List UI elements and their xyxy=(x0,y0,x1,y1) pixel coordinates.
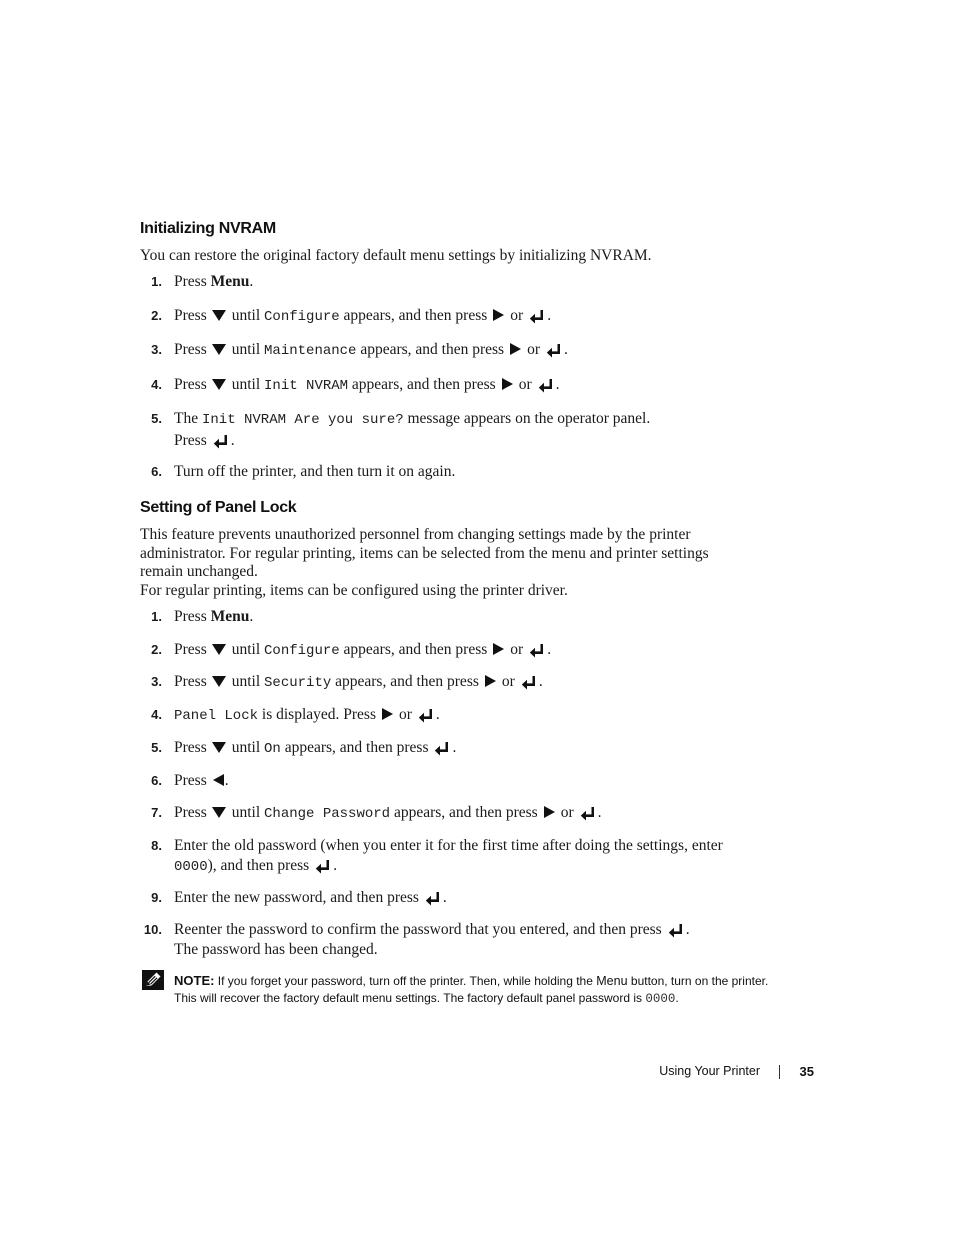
step-text: appears, and then press xyxy=(335,673,479,690)
step-text: message appears on the operator panel. xyxy=(407,410,651,427)
step-end: . xyxy=(685,921,690,938)
step-text: is displayed. Press xyxy=(261,706,376,723)
right-arrow-icon xyxy=(502,378,513,390)
note-block xyxy=(174,972,774,1008)
menu-item-code: Maintenance xyxy=(264,343,357,359)
down-arrow-icon xyxy=(212,310,226,321)
step-number: 3. xyxy=(151,342,162,357)
step-end: . xyxy=(249,273,254,290)
step-number: 6. xyxy=(151,464,162,479)
step-text: appears, and then press xyxy=(360,341,505,358)
step-end: . xyxy=(547,641,552,658)
step-number: 5. xyxy=(151,411,162,426)
panel-message-code: Init NVRAM Are you sure? xyxy=(201,412,404,428)
step-text: or xyxy=(560,804,574,821)
step-end: . xyxy=(555,376,560,393)
step-text: or xyxy=(527,341,541,358)
enter-icon xyxy=(213,434,229,450)
step-number: 3. xyxy=(151,674,162,689)
step-number: 4. xyxy=(151,377,162,392)
step-text: Enter the old password (when you enter it for the first time after doing the settings, enter xyxy=(174,837,723,854)
step-text: Press xyxy=(174,772,207,789)
step-end: . xyxy=(597,804,602,821)
step-text: Press xyxy=(174,431,207,449)
step-text: ), and then press xyxy=(207,856,310,874)
step-text: The xyxy=(174,410,199,427)
step-text: Reenter the password to confirm the password that you entered, and then press xyxy=(174,921,662,938)
enter-icon xyxy=(668,923,684,939)
note-text: button, turn on the printer. This will recover the factory default menu settings. The factory default panel password is xyxy=(174,974,769,1005)
step-text: until xyxy=(231,804,261,821)
step-number: 8. xyxy=(151,838,162,853)
step-number: 2. xyxy=(151,642,162,657)
step-text: Press xyxy=(174,804,207,821)
enter-icon xyxy=(434,741,450,757)
step-text: appears, and then press xyxy=(343,641,488,658)
step-text: Press xyxy=(174,608,207,625)
down-arrow-icon xyxy=(212,742,226,753)
step-text: Press xyxy=(174,739,207,756)
enter-icon xyxy=(315,859,331,875)
step-text: until xyxy=(231,641,261,658)
step-text: Press xyxy=(174,273,207,290)
step-text: appears, and then press xyxy=(393,804,538,821)
down-arrow-icon xyxy=(212,807,226,818)
step-text: The password has been changed. xyxy=(174,940,378,958)
step-number: 4. xyxy=(151,707,162,722)
right-arrow-icon xyxy=(493,309,504,321)
step-number: 1. xyxy=(151,609,162,624)
menu-item-code: Change Password xyxy=(264,806,391,822)
step-end: . xyxy=(435,706,440,723)
page-number: 35 xyxy=(799,1064,814,1079)
down-arrow-icon xyxy=(212,344,226,355)
nvram-intro: You can restore the original factory default menu settings by initializing NVRAM. xyxy=(140,247,652,264)
right-arrow-icon xyxy=(493,643,504,655)
step-text: or xyxy=(518,376,532,393)
menu-item-code: Configure xyxy=(264,643,340,659)
step-text: or xyxy=(501,673,515,690)
step-text: until xyxy=(231,673,261,690)
note-label: NOTE: xyxy=(174,973,215,988)
step-text: Press xyxy=(174,307,207,324)
note-end: . xyxy=(675,991,679,1005)
menu-button-label: Menu xyxy=(596,974,628,988)
default-password-code: 0000 xyxy=(645,992,676,1006)
password-code: 0000 xyxy=(174,858,208,875)
step-number: 5. xyxy=(151,740,162,755)
footer-divider xyxy=(779,1065,780,1079)
step-end: . xyxy=(224,772,229,789)
enter-icon xyxy=(546,343,562,359)
menu-item-code: On xyxy=(264,741,281,757)
chapter-title: Using Your Printer xyxy=(659,1064,760,1078)
step-text: appears, and then press xyxy=(343,307,488,324)
step-text: Press xyxy=(174,641,207,658)
step-text: appears, and then press xyxy=(351,376,496,393)
step-number: 6. xyxy=(151,773,162,788)
step-end: . xyxy=(452,739,457,756)
step-text: or xyxy=(510,641,524,658)
step-text: or xyxy=(398,706,412,723)
menu-item-code: Init NVRAM xyxy=(264,378,349,394)
right-arrow-icon xyxy=(510,343,521,355)
step-end: . xyxy=(230,431,235,449)
down-arrow-icon xyxy=(212,644,226,655)
step-text: Press xyxy=(174,673,207,690)
menu-item-code: Configure xyxy=(264,309,340,325)
step-end: . xyxy=(333,856,338,874)
enter-icon xyxy=(580,806,596,822)
step-text: until xyxy=(231,739,261,756)
step-text: Enter the new password, and then press xyxy=(174,889,419,906)
step-text: until xyxy=(231,376,261,393)
step-number: 10. xyxy=(143,922,162,937)
enter-icon xyxy=(529,309,545,325)
step-end: . xyxy=(538,673,543,690)
right-arrow-icon xyxy=(485,675,496,687)
step-text: until xyxy=(231,341,261,358)
step-end: . xyxy=(564,341,568,358)
step-number: 9. xyxy=(151,890,162,905)
menu-item-code: Security xyxy=(264,675,332,691)
right-arrow-icon xyxy=(544,806,555,818)
menu-item-code: Panel Lock xyxy=(174,708,259,724)
page-footer xyxy=(600,1064,815,1082)
section-heading-nvram: Initializing NVRAM xyxy=(140,220,276,237)
step-number: 2. xyxy=(151,308,162,323)
menu-button-label: Menu xyxy=(210,608,250,625)
step-number: 1. xyxy=(151,274,162,289)
step-end: . xyxy=(442,889,447,906)
step-text: Press xyxy=(174,376,207,393)
down-arrow-icon xyxy=(212,676,226,687)
step-end: . xyxy=(547,307,552,324)
step-text: until xyxy=(231,307,261,324)
down-arrow-icon xyxy=(212,379,226,390)
step-text: or xyxy=(510,307,524,324)
enter-icon xyxy=(529,643,545,659)
enter-icon xyxy=(538,378,554,394)
step-text: Turn off the printer, and then turn it on again. xyxy=(174,463,456,480)
note-pencil-icon xyxy=(142,970,164,990)
step-text: Press xyxy=(174,341,207,358)
panel-lock-intro-2: For regular printing, items can be configured using the printer driver. xyxy=(140,582,568,599)
note-text: If you forget your password, turn off the printer. Then, while holding the xyxy=(217,974,593,988)
enter-icon xyxy=(521,675,537,691)
step-text: appears, and then press xyxy=(284,739,429,756)
step-end: . xyxy=(249,608,254,625)
step-number: 7. xyxy=(151,805,162,820)
right-arrow-icon xyxy=(382,708,393,720)
left-arrow-icon xyxy=(213,774,224,786)
panel-lock-intro: This feature prevents unauthorized personnel from changing settings made by the printer administrator. For regular printing, items can be selected from the menu and printer settings remain unchanged. xyxy=(140,526,709,580)
enter-icon xyxy=(418,708,434,724)
enter-icon xyxy=(425,891,441,907)
menu-button-label: Menu xyxy=(210,273,250,290)
section-heading-panel-lock: Setting of Panel Lock xyxy=(140,499,297,516)
